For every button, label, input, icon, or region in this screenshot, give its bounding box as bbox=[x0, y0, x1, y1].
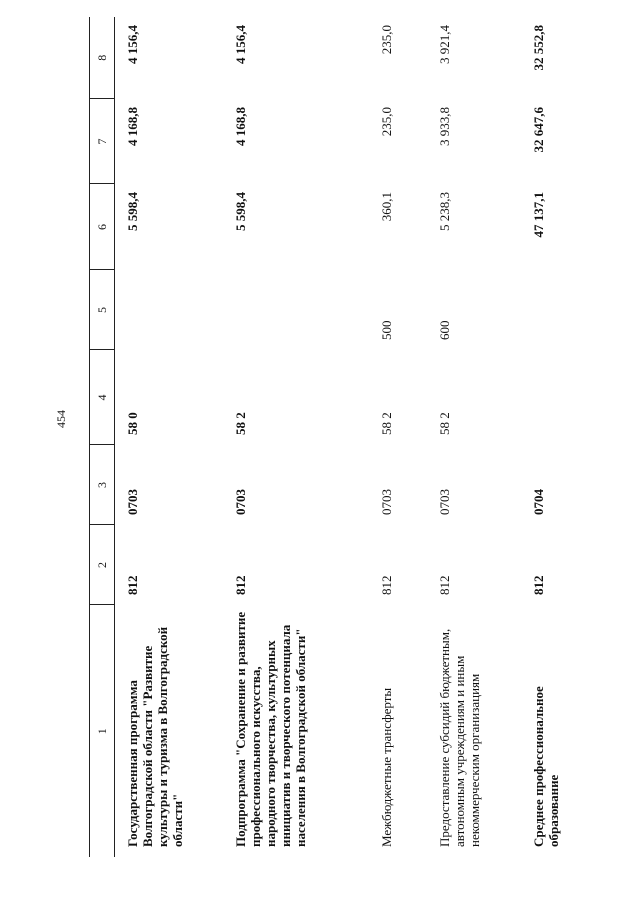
row-value-6: 5 598,4 bbox=[125, 192, 140, 231]
column-header: 3 bbox=[90, 445, 115, 525]
column-header: 8 bbox=[90, 17, 115, 99]
row-value-7: 4 168,8 bbox=[233, 107, 248, 146]
row-cs: 58 2 bbox=[233, 412, 248, 435]
row-gr: 812 bbox=[379, 575, 394, 595]
budget-table-rotated bbox=[89, 17, 561, 857]
row-vr bbox=[521, 270, 579, 350]
row-gr: 812 bbox=[125, 575, 140, 595]
row-value-6: 47 137,1 bbox=[531, 192, 546, 238]
row-name: Государственная программа Волгоградской области "Развитие культуры и туризма в Волгоградской области" bbox=[125, 626, 185, 847]
table-row bbox=[521, 17, 579, 857]
row-value-7: 235,0 bbox=[379, 107, 394, 137]
row-rz: 0703 bbox=[437, 489, 452, 515]
row-rz: 0704 bbox=[531, 489, 546, 515]
row-cs: 58 2 bbox=[379, 412, 394, 435]
page-number: 454 bbox=[54, 410, 68, 428]
row-gr: 812 bbox=[531, 575, 546, 595]
column-header: 1 bbox=[90, 605, 115, 857]
column-header: 6 bbox=[90, 184, 115, 270]
row-rz: 0703 bbox=[125, 489, 140, 515]
row-value-8: 4 156,4 bbox=[125, 25, 140, 64]
row-value-6: 5 598,4 bbox=[233, 192, 248, 231]
row-rz: 0703 bbox=[233, 489, 248, 515]
row-name: Предоставление субсидий бюджетным, автономным учреждениям и иным некоммерческим организациям bbox=[437, 628, 482, 847]
column-header: 4 bbox=[90, 350, 115, 445]
row-value-8: 3 921,4 bbox=[437, 25, 452, 64]
table-row bbox=[115, 17, 224, 857]
row-name: Подпрограмма "Сохранение и развитие профессионального искусства, народного творчества, культурных инициатив и творческого потенциала населения в Волгоградской области" bbox=[233, 611, 308, 847]
row-value-8: 235,0 bbox=[379, 25, 394, 55]
row-vr bbox=[223, 270, 369, 350]
row-value-8: 4 156,4 bbox=[233, 25, 248, 64]
row-vr: 600 bbox=[437, 320, 452, 340]
table-row bbox=[223, 17, 369, 857]
row-vr bbox=[115, 270, 224, 350]
budget-table bbox=[89, 17, 579, 857]
row-name: Среднее профессиональное образование bbox=[531, 686, 561, 847]
row-cs: 58 0 bbox=[125, 412, 140, 435]
row-value-7: 3 933,8 bbox=[437, 107, 452, 146]
column-header: 5 bbox=[90, 270, 115, 350]
row-cs bbox=[521, 350, 579, 445]
row-name: Межбюджетные трансферты bbox=[379, 687, 394, 847]
row-vr: 500 bbox=[379, 320, 394, 340]
table-row bbox=[427, 17, 521, 857]
row-value-6: 360,1 bbox=[379, 192, 394, 222]
column-header: 7 bbox=[90, 99, 115, 184]
row-cs: 58 2 bbox=[437, 412, 452, 435]
column-header: 2 bbox=[90, 525, 115, 605]
row-value-8: 32 552,8 bbox=[531, 25, 546, 71]
table-row bbox=[369, 17, 427, 857]
row-value-6: 5 238,3 bbox=[437, 192, 452, 231]
row-value-7: 32 647,6 bbox=[531, 107, 546, 153]
row-value-7: 4 168,8 bbox=[125, 107, 140, 146]
row-rz: 0703 bbox=[379, 489, 394, 515]
row-gr: 812 bbox=[437, 575, 452, 595]
column-number-row bbox=[90, 17, 115, 857]
row-gr: 812 bbox=[233, 575, 248, 595]
